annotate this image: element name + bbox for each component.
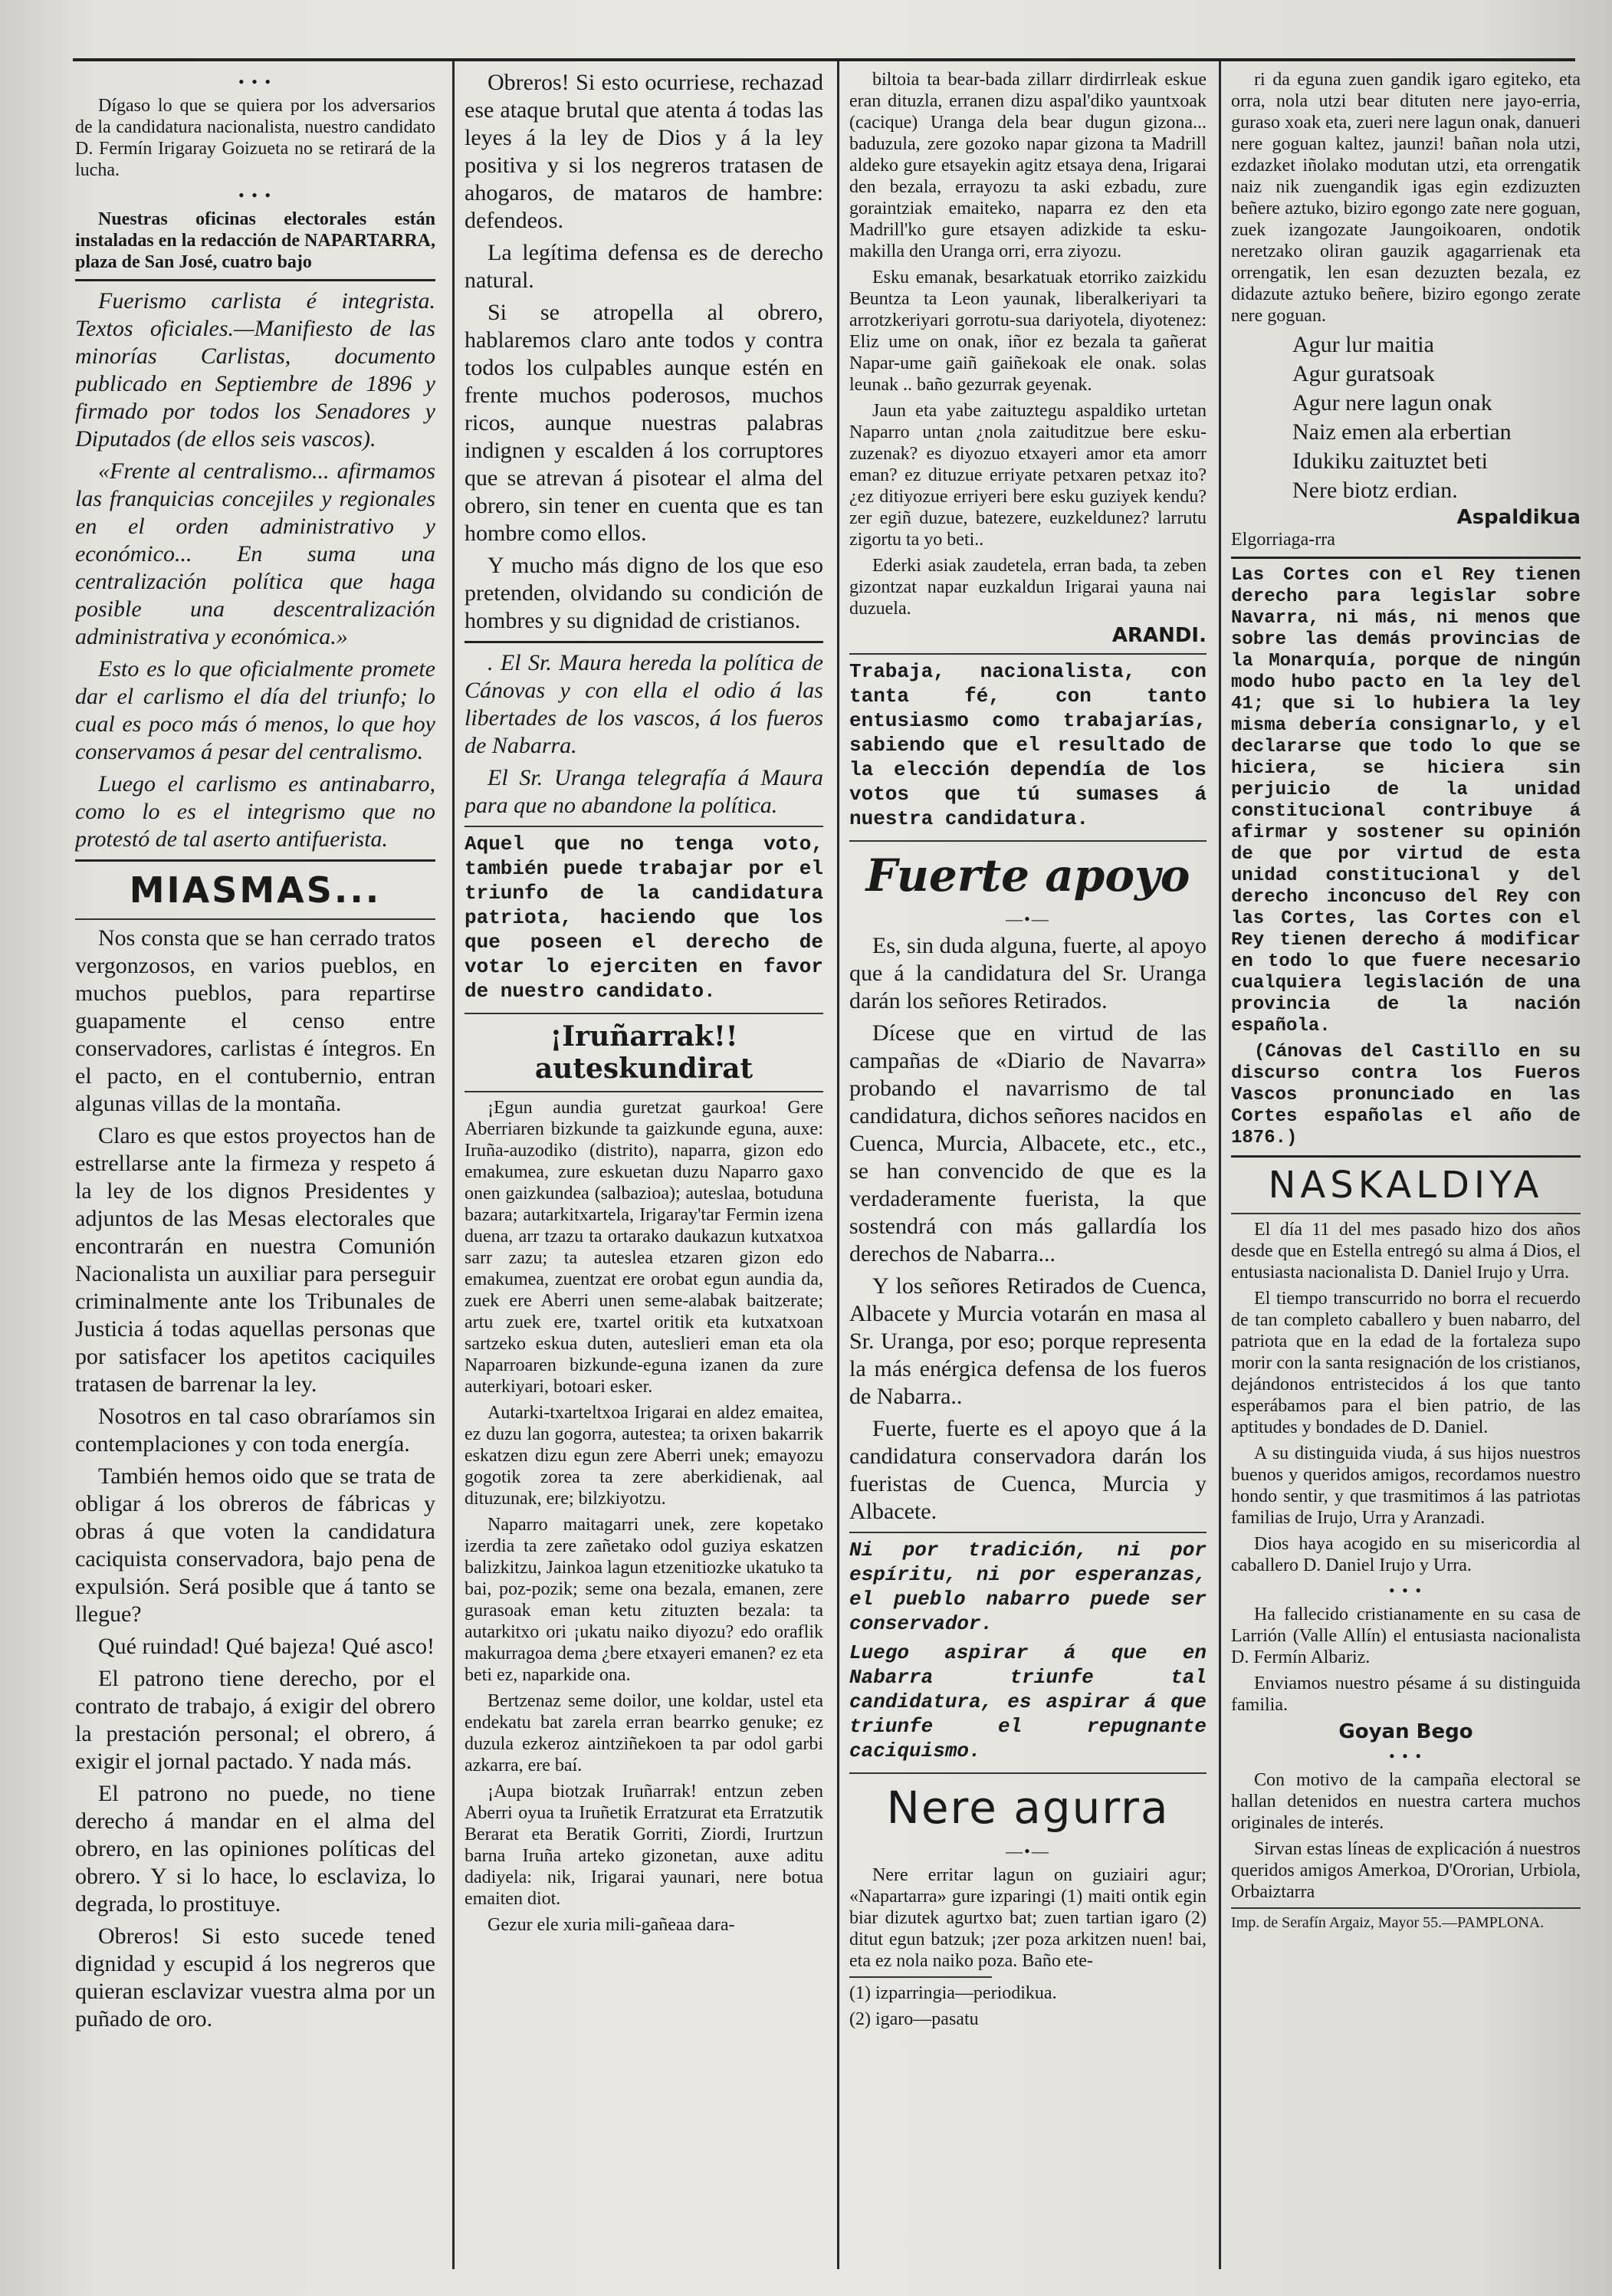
column-rule-3 <box>1219 61 1221 2269</box>
divider <box>1231 557 1581 559</box>
divider <box>1231 1155 1581 1158</box>
nere-agurra-heading: Nere agurra <box>886 1782 1170 1834</box>
obreros-paragraph: La legítima defensa es de derecho natural. <box>465 240 823 293</box>
naskaldiya-paragraph: El tiempo transcurrido no borra el recuerdo de tan completo caballero y buen nabarro, del patriota que en la edad de la fortaleza supo morir con la santa resignación de los cristianos, dejándonos entristecidos á los que tanto esperábamos para el bien patrio, de las aptitudes y bondades de D. Daniel. <box>1231 1289 1581 1437</box>
fuerte-apoyo-heading: Fuerte apoyo <box>865 849 1190 902</box>
nere-paragraph: Nere erritar lagun on guziairi agur; «Napartarra» gure izparingi (1) maiti ontik egin biar dizutek agurtxo bat; zuen tartian igaro (2) ditut egun batzuk; ¡zer poza arkitzen nuen! bai, eta ez nola naiko poza. Baño ete- <box>849 1865 1207 1971</box>
signature-arandi: ARANDI. <box>1111 624 1207 647</box>
larrion-paragraph: Ha fallecido cristianamente en su casa de Larrión (Valle Allín) el entusiasta nacionalista D. Fermín Albariz. <box>1231 1605 1581 1667</box>
irunarrak-paragraph: Autarki-txarteltxoa Irigarai en aldez emaitea, ez duzu lan gogorra, autestea; ta orixen bakarrik eskatzen dizu egun zere Aberri unek; emayozu gogotik zorea ta zere aberkidienak, aal dituzunak, ere; bilzkiyotzu. <box>465 1403 823 1509</box>
signature-aspaldikua: Aspaldikua <box>1456 506 1581 529</box>
fuerismo-paragraph: Fuerismo carlista é integrista. Textos oficiales.—Manifiesto de las minorías Carlistas, documento publicado en Septiembre de 1896 y firmado por todos los Senadores y Diputados (de ellos seis vascos). <box>75 288 435 452</box>
fuerismo-paragraph: Luego el carlismo es antinabarro, como lo es el integrismo que no protestó de tal aserto antifuerista. <box>75 771 435 852</box>
poem-line: Nere biotz erdian. <box>1292 478 1458 503</box>
top-rule <box>73 58 1575 61</box>
miasmas-paragraph: Nosotros en tal caso obraríamos sin contemplaciones y con toda energía. <box>75 1404 435 1457</box>
naskaldiya-heading: NASKALDIYA <box>1268 1164 1544 1207</box>
basque-paragraph: ri da eguna zuen gandik igaro egiteko, eta orra, nola utzi bear dituten nere jayo-erria, guraso xoak eta, zueri nere lagun onak, danueri nere goguan kaltez, jaunzi! bañan nola utzi, ezdazket iñolako modutan utzi, eta orrengatik naiz nik zuengandik igas egin ezdizuzten beñere aztuko, biziro egongo zate nere goguan, zuek izangozate Jaungoikoaren, ondotik neretzako oliran gauzik agagarrienak eta orrengatik, len esan dezuzten bezala, ez didazute aztuko beñere, biziro egongo zerate nere goguan. <box>1231 70 1581 326</box>
ornament: —•— <box>1006 909 1050 928</box>
footnote: (2) igaro—pasatu <box>849 2009 979 2029</box>
poem-line: Agur lur maitia <box>1292 332 1434 357</box>
poem-line: Agur guratsoak <box>1292 361 1435 386</box>
miasmas-heading: MIASMAS... <box>129 869 382 911</box>
notice-text: Aquel que no tenga voto, también puede trabajar por el triunfo de la candidatura patriota, haciendo que los que poseen el derecho de votar lo ejerciten en favor de nuestro candidato. <box>465 833 823 1003</box>
miasmas-paragraph: Nos consta que se han cerrado tratos vergonzosos, en varios pueblos, en muchos pueblos, para repartirse guapamente el censo entre conservadores, carlistas é íntegros. En el pacto, en el contubernio, entran algunas villas de la montaña. <box>75 925 435 1116</box>
divider <box>1231 1213 1581 1214</box>
divider <box>465 1091 823 1092</box>
miasmas-paragraph: También hemos oido que se trata de obligar á los obreros de fábricas y obras á que voten la candidatura caciquista conservadora, bajo pena de expulsión. Será posible que á tanto se llegue? <box>75 1463 435 1627</box>
column-rule-2 <box>837 61 839 2269</box>
naskaldiya-paragraph: Dios haya acogido en su misericordia al caballero D. Daniel Irujo y Urra. <box>1231 1534 1581 1575</box>
basque-paragraph: Ederki asiak zaudetela, erran bada, ta zeben gizontzat napar euzkaldun Irigarai yauna nai duzuela. <box>849 556 1207 619</box>
column-rule-1 <box>452 61 455 2269</box>
fuerte-paragraph: Es, sin duda alguna, fuerte, al apoyo que á la candidatura del Sr. Uranga darán los señores Retirados. <box>849 933 1207 1013</box>
irunarrak-heading: ¡Iruñarrak!! auteskundirat <box>534 1020 753 1085</box>
campana-paragraph: Sirvan estas líneas de explicación á nuestros queridos amigos Amerkoa, D'Ororian, Urbiola, Orbaiztarra <box>1231 1839 1581 1902</box>
divider <box>75 859 435 862</box>
footnotes <box>849 1982 1207 2030</box>
signature-goyan-bego: Goyan Bego <box>1338 1720 1473 1743</box>
intro-paragraph: Dígaso lo que se quiera por los adversarios de la candidatura nacionalista, nuestro candidato D. Fermín Irigaray Goizueta no se retirará de la lucha. <box>75 96 435 180</box>
notice-text: Ni por tradición, ni por espíritu, ni por esperanzas, el pueblo nabarro puede ser conservador. <box>849 1539 1207 1635</box>
maura-paragraph: . El Sr. Maura hereda la política de Cánovas y con ella el odio á las libertades de los vascos, á los fueros de Nabarra. <box>465 650 823 758</box>
ornament: • • • <box>1388 1581 1423 1600</box>
basque-paragraph: Jaun eta yabe zaituztegu aspaldiko urtetan Naparro untan ¿nola zaituditzue bere esku-zuzenak? es diyozuo etxayeri amor eta amorr eman? ez dituzue erriyate petxaren petxaz ito? ¿ez ditiyozue erriyeri bere esku guziyek kendu? zer egiñ duzue, batezere, euzkeldunez? larrutu zigortu ta yo beti.. <box>849 401 1207 550</box>
imprint: Imp. de Serafín Argaiz, Mayor 55.—PAMPLONA. <box>1231 1914 1545 1931</box>
ornament: • • • <box>238 72 273 91</box>
irunarrak-paragraph: Gezur ele xuria mili-gañeaa dara- <box>488 1915 735 1935</box>
larrion-paragraph: Enviamos nuestro pésame á su distinguida familia. <box>1231 1674 1581 1715</box>
footnote: (1) izparringia—periodikua. <box>849 1983 1057 2003</box>
irunarrak-paragraph: ¡Egun aundia guretzat gaurkoa! Gere Aberriaren bizkunde ta gaizkunde eguna, auxe: Iruña-auzodiko (distrito), naparra, gizon edo emakumea, zure eskuetan duzu Naparro gaxo onen gaizkundea (salbazioa); auteslaa, botuduna bazara; autarkitxartela, Irigaray'tar Fermin izena duena, arr tzazu ta ortarako daukazun kutxatxoa sarr zazu; ta auteslea etzaren gizon edo emakumea, zuentzat ere orobat egun aundia da, zuek ere Aberri unen seme-alabak baitzerate; artu zuek ere, txartel oritik eta kutxatxoan sartzeko eskua duten, auteslieri eman eta ola Naparroaren bizkunde-eguna izanen da zure auterkiyari, botoari esker. <box>465 1098 823 1397</box>
notice-box <box>465 826 823 1014</box>
divider <box>75 279 435 281</box>
notice-text: Trabaja, nacionalista, con tanta fé, con tanto entusiasmo como trabajarías, sabiendo que el resultado de la elección dependía de los votos que tú sumases á nuestra candidatura. <box>849 660 1207 830</box>
cortes-quote: Las Cortes con el Rey tienen derecho para legislar sobre Navarra, ni más, ni menos que sobre las demás provincias de la Monarquía, porque de ningún modo hubo pacto en la ley del 41; que si lo hubiera la ley misma debería consignarlo, y el declararse que todo lo que se hiciera, se hiciera sin perjuicio de la unidad constitucional contribuye á afirmar y sostener su opinión de que por virtud de esta unidad constitucional y del derecho inconcuso del Rey con las Cortes, las Cortes con el Rey tienen derecho á modificar en todo lo que fuere necesario cualquiera legislación de una provincia de la nación española. <box>1231 565 1581 1036</box>
miasmas-paragraph: Qué ruindad! Qué bajeza! Qué asco! <box>98 1634 435 1659</box>
poem-line: Naiz emen ala erbertian <box>1292 419 1512 445</box>
fuerismo-paragraph: Esto es lo que oficialmente promete dar el carlismo el día del triunfo; lo cual es poco más ó menos, lo que hoy conservamos á pesar del centralismo. <box>75 656 435 764</box>
miasmas-paragraph: Obreros! Si esto sucede tened dignidad y escupid á los negreros que quieran esclavizar vuestra alma por un puñado de oro. <box>75 1923 435 2032</box>
naskaldiya-paragraph: A su distinguida viuda, á sus hijos nuestros buenos y queridos amigos, recordamos nuestro hondo sentir, y que trasmitimos á las patriotas familias de Irujo, Urra y Aranzadi. <box>1231 1444 1581 1528</box>
irunarrak-paragraph: ¡Aupa biotzak Iruñarrak! entzun zeben Aberri oyua ta Iruñetik Erratzurat eta Erratzutik Berarat eta Beratik Gorriti, Ziordi, Irurtzun barna Iruña arteko gizonetan, auxe aditu dadiyela: nik, Irigarai yaunari, nere botua emaiten diot. <box>465 1782 823 1909</box>
obreros-paragraph: Y mucho más digno de los que eso pretenden, olvidando su condición de hombres y su dignidad de cristianos. <box>465 553 823 633</box>
column-2 <box>465 69 823 2277</box>
miasmas-paragraph: Claro es que estos proyectos han de estrellarse ante la firmeza y respeto á la ley de los dignos Presidentes y adjuntos de las Mesas electorales que encontrarán en nuestra Comunión Nacionalista un auxiliar para perseguir criminalmente ante los Tribunales de Justicia á todas aquellas personas que por satisfacer los apetitos caciquiles tratasen de barrenar la ley. <box>75 1123 435 1397</box>
maura-paragraph: El Sr. Uranga telegrafía á Maura para que no abandone la política. <box>465 765 823 818</box>
fuerismo-paragraph: «Frente al centralismo... afirmamos las franquicias concejiles y regionales en el orden administrativo y económico... En suma una centralización política que haga posible una descentralización administrativa y económica.» <box>75 458 435 649</box>
notice-box <box>849 653 1207 842</box>
basque-paragraph: biltoia ta bear-bada zillarr dirdirrleak eskue eran dituzla, erranen dizu aspal'diko yauntxoak (cacique) Uranga dela bear dugun gizona... baduzula, zere gozoko napar gizona ta Madrill aldeko gure etsayekin agitz etsaya dena, Irigarai den bezala, errayozu ta aski ezbadu, zure goraintziak emaiteko, naparra ez den eta Madrill'ko gure etsayen adizkide ta esku-makilla den Uranga orri, erra ziyozu. <box>849 70 1207 261</box>
notice-text: Luego aspirar á que en Nabarra triunfe tal candidatura, es aspirar á que triunfe el repugnante caciquismo. <box>849 1641 1207 1762</box>
campana-paragraph: Con motivo de la campaña electoral se hallan detenidos en nuestra cartera muchos originales de interés. <box>1231 1770 1581 1833</box>
miasmas-paragraph: El patrono tiene derecho, por el contrato de trabajo, á exigir del obrero la prestación personal; el obrero, á exigir el jornal pactado. Y nada más. <box>75 1666 435 1774</box>
canovas-citation: (Cánovas del Castillo en su discurso contra los Fueros Vascos pronunciado en las Cortes españolas el año de 1876.) <box>1231 1042 1581 1148</box>
column-3 <box>849 69 1207 2277</box>
divider <box>849 1976 992 1978</box>
ornament: • • • <box>238 186 273 205</box>
offices-notice: Nuestras oficinas electorales están instaladas en la redacción de NAPARTARRA, plaza de San José, cuatro bajo <box>75 209 435 272</box>
column-1 <box>75 69 435 2277</box>
notice-box <box>849 1532 1207 1774</box>
poem-line: Idukiku zaituztet beti <box>1292 448 1488 474</box>
poem <box>1231 331 1581 504</box>
poem-line: Agur nere lagun onak <box>1292 390 1492 416</box>
divider <box>75 918 435 920</box>
fuerte-paragraph: Dícese que en virtud de las campañas de «Diario de Navarra» probando el navarrismo de tal candidatura, dichos señores nacidos en Cuenca, Murcia, Albacete, etc., etc., se han convencido de que es la verdaderamente fuerista, la que sostendrá con más gallardía los derechos de Nabarra... <box>849 1020 1207 1266</box>
obreros-paragraph: Obreros! Si esto ocurriese, rechazad ese ataque brutal que atenta á todas las leyes á la ley de Dios y á la ley positiva y si los negreros tratasen de ahogaros, de mataros de hambre: defendeos. <box>465 70 823 233</box>
naskaldiya-paragraph: El día 11 del mes pasado hizo dos años desde que en Estella entregó su alma á Dios, el entusiasta nacionalista D. Daniel Irujo y Urra. <box>1231 1220 1581 1283</box>
miasmas-paragraph: El patrono no puede, no tiene derecho á mandar en el alma del obrero, en las opiniones políticas del obrero. Y si lo hace, lo esclaviza, lo degrada, lo prostituye. <box>75 1781 435 1917</box>
divider <box>465 641 823 643</box>
basque-paragraph: Esku emanak, besarkatuak etorriko zaizkidu Beuntza ta Leon yaunak, liberalkeriyari ta arrotzkeriyari gorrotu-sua dariyotela, diyotenez: Eliz ume on onak, iñor ez bezala ta gañerat Napar-ume gaiñ gaiñekoak ele onak. solas leunak .. baño gezurrak geyenak. <box>849 268 1207 395</box>
column-4 <box>1231 69 1581 2277</box>
irunarrak-paragraph: Bertzenaz seme doilor, une koldar, ustel eta endekatu bat zarela erran bearrko genuke; ez duzula ezkeroz aintziñekoen ta par odol garbi azkarra, ere baí. <box>465 1691 823 1775</box>
ornament: • • • <box>1388 1746 1423 1766</box>
fuerte-paragraph: Fuerte, fuerte es el apoyo que á la candidatura conservadora darán los fueristas de Cuenca, Murcia y Albacete. <box>849 1416 1207 1524</box>
ornament: —•— <box>1006 1841 1050 1861</box>
fuerte-paragraph: Y los señores Retirados de Cuenca, Albacete y Murcia votarán en masa al Sr. Uranga, por eso; porque representa la más enérgica defensa de los fueros de Nabarra.. <box>849 1273 1207 1409</box>
irunarrak-paragraph: Naparro maitagarri unek, zere kopetako izerdia ta zere zañetako odol guziya eskatzen balizkitzu, Jainkoa lagun etzenitiozke ukatuko ta bai, poz-pozik; seme ona bezala, emanen, zere gurasoak eman ketu zituzten bezala: ta autarkitxo ori ¡ukatu naiko diyozu? edo oraflik makurragoa dema ¿bere etxayeri emanen? ez eta beti ez, naparkide ona. <box>465 1515 823 1685</box>
divider <box>1231 1907 1581 1909</box>
elgorriaga-line: Elgorriaga-rra <box>1231 530 1335 550</box>
obreros-paragraph: Si se atropella al obrero, hablaremos claro ante todos y contra todos los culpables aunque estén en frente muchos poderosos, muchos ricos, aunque nuestras palabras indignen y escalden á los corruptores que se atrevan á pisotear el alma del obrero, sin tener en cuenta que es tan hombre como ellos. <box>465 300 823 546</box>
